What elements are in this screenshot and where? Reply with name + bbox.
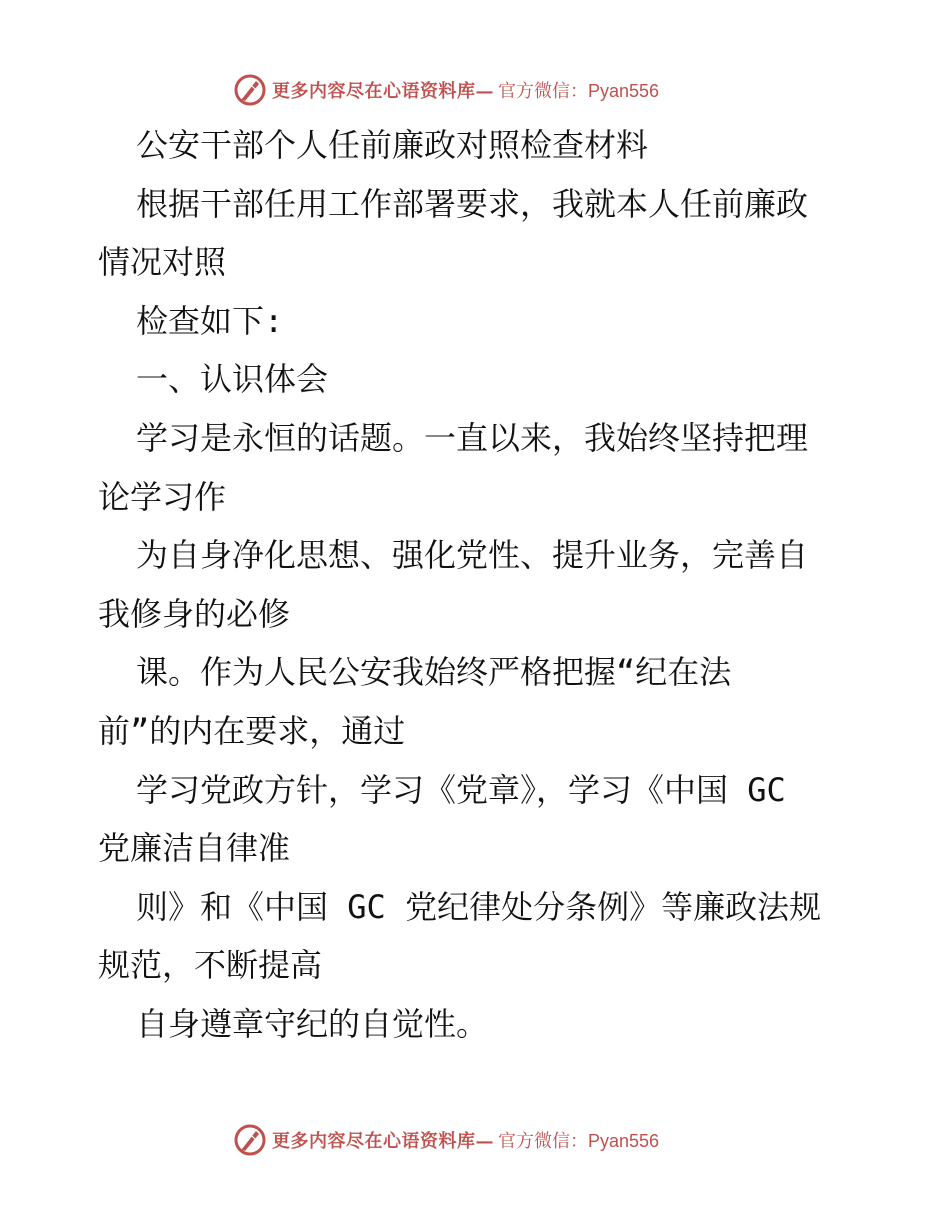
banner-brand-text: 更多内容尽在心语资料库— <box>272 1131 494 1152</box>
document-title: 公安干部个人任前廉政对照检查材料 <box>136 126 649 164</box>
paragraph-line: 检查如下: <box>136 301 284 340</box>
section-heading: 一、认识体会 <box>136 360 329 399</box>
banner-brand-text: 更多内容尽在心语资料库— <box>272 81 494 102</box>
banner-wechat-text: 官方微信：Pyan556 <box>498 81 660 101</box>
paragraph-line: 自身遵章守纪的自觉性。 <box>136 1004 489 1043</box>
paragraph-line: 学习是永恒的话题。一直以来，我始终坚持把理 <box>136 418 809 457</box>
paragraph-line: 学习党政方针，学习《党章》，学习《中国 GC <box>136 770 786 809</box>
paragraph-line: 规范，不断提高 <box>98 946 323 985</box>
paragraph-line: 根据干部任用工作部署要求，我就本人任前廉政 <box>136 184 809 223</box>
paragraph-line: 我修身的必修 <box>98 594 291 633</box>
paragraph-line: 为自身净化思想、强化党性、提升业务，完善自 <box>136 536 809 575</box>
document-body <box>98 116 858 1054</box>
banner-wechat-text: 官方微信：Pyan556 <box>498 1131 660 1151</box>
paragraph-line: 课。作为人民公安我始终严格把握“纪在法 <box>136 653 732 692</box>
paragraph-line: 党廉洁自律准 <box>98 829 291 868</box>
pen-feather-logo-icon <box>232 72 268 108</box>
header-banner <box>232 72 659 108</box>
paragraph-line: 情况对照 <box>98 243 227 282</box>
paragraph-line: 则》和《中国 GC 党纪律处分条例》等廉政法规 <box>136 887 822 926</box>
footer-banner <box>232 1122 659 1158</box>
paragraph-line: 前”的内在要求，通过 <box>98 711 406 750</box>
paragraph-line: 论学习作 <box>98 477 227 516</box>
pen-feather-logo-icon <box>232 1122 268 1158</box>
